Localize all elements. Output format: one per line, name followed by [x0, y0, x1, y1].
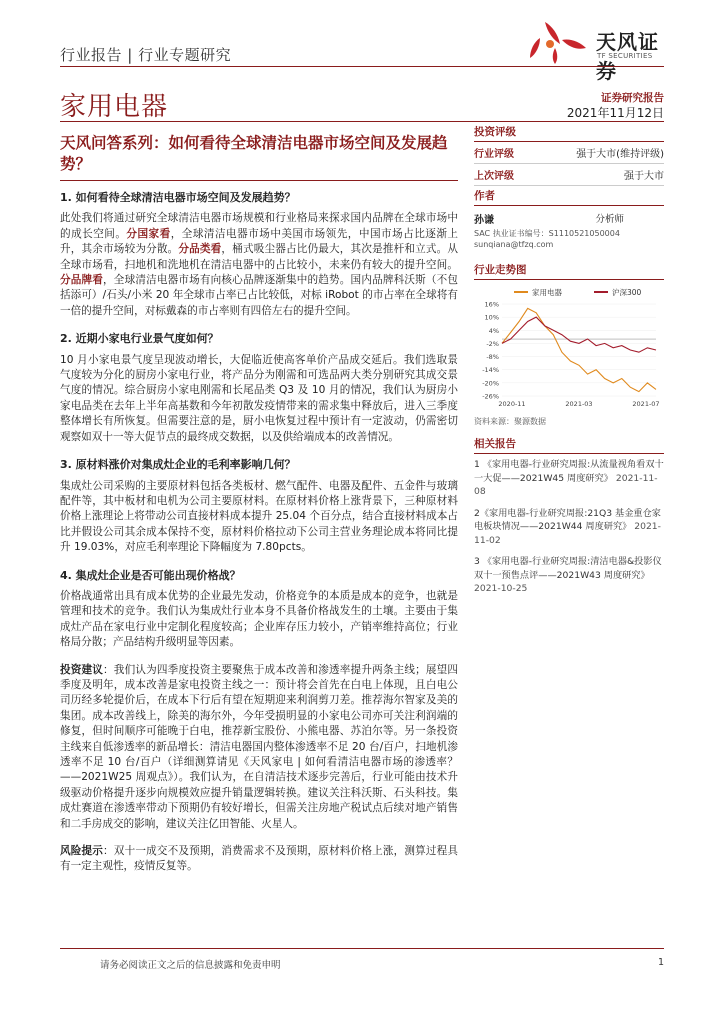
date-divider [60, 121, 664, 122]
trend-chart [474, 284, 664, 414]
y-tick-label: -26% [482, 392, 499, 401]
text-run: 10 月小家电景气度呈现波动增长，大促临近使高客单价产品成交延后。我们选取景气度较为分化的厨房小家电行业，将产品分为刚需和可选品两大类分别研究其成交景气度的情况。综合厨房小家电刚需和长尾品类 Q3 及 10 月的情况，我们认为厨房小家电品类在去年上半年高基数和今年初散发疫情带来的需求集中释放后，进入三季度整体增长有所恢复。但需要注意的是，厨小电恢复过程中预计有一定波动，仍需密切观察如双十一等大促节点的最终成交数据，以及供给端成本的改善情况。 [60, 353, 458, 443]
author-sac: SAC 执业证书编号：S1110521050004 [474, 229, 620, 238]
text-run: ，桶式吸尘器占比仍最大，其次是推杆和立式。从全球市场看，扫地机和洗地机在清洁电器中的占比较小，未来仍有较大的提升空间。 [60, 243, 459, 271]
related-box [474, 436, 664, 604]
legend-label: 家用电器 [532, 288, 562, 297]
rating-row [474, 142, 664, 164]
chart-source: 资料来源：聚源数据 [474, 417, 546, 426]
bold-run: 投资建议 [60, 663, 104, 676]
y-tick-label: -14% [482, 366, 499, 375]
section-paragraph [60, 353, 458, 445]
title-divider [60, 180, 458, 181]
report-kind: 证券研究报告 [601, 92, 664, 104]
author-title: 作者 [474, 188, 664, 206]
x-tick-label: 2021-07 [632, 400, 660, 408]
series-line [502, 317, 656, 352]
related-report-date: 2021-10-25 [474, 583, 528, 594]
industry-name: 家用电器 [60, 92, 169, 122]
section-paragraph [60, 589, 458, 651]
text-run: 此处我们将通过研究全球清洁电器市场规模和行业格局来探求国内品牌在全球市场中的成长空间。 [60, 212, 458, 240]
bold-run: 分品类看 [178, 243, 222, 256]
author-name: 孙谦 [474, 215, 494, 226]
bold-run: 分国家看 [126, 227, 171, 240]
rating-row [474, 164, 664, 186]
text-run: 价格战通常出具有成本优势的企业最先发动，价格竞争的本质是成本的竞争，也就是管理和技术的竞争。我们认为集成灶行业本身不具备价格战发生的土壤。主要由于集成灶产品在家电行业中定制化程度较高；企业库存压力较小，产销率维持高位；行业格局分散；产品结构升级明显等因素。 [60, 589, 458, 649]
related-report-item[interactable] [474, 458, 664, 499]
related-report-item[interactable] [474, 507, 664, 548]
trend-box [474, 262, 664, 427]
y-tick-label: 10% [484, 313, 499, 322]
text-run: ：双十一成交不及预期，消费需求不及预期，原材料价格上涨，测算过程具有一定主观性，疫情反复等。 [60, 845, 458, 873]
y-tick-label: -2% [486, 339, 499, 348]
author-box [474, 188, 664, 249]
x-tick-label: 2021-03 [565, 400, 593, 408]
main-body [60, 190, 458, 887]
related-report-text: 2《家用电器-行业研究周报:21Q3 基金重仓家电板块情况——2021W44 周度研究》 [474, 507, 661, 532]
y-tick-label: 4% [488, 326, 499, 335]
rating-title: 投资评级 [474, 124, 664, 142]
section-heading: 1. 如何看待全球清洁电器市场空间及发展趋势？ [60, 191, 296, 204]
author-role: 分析师 [595, 214, 624, 225]
related-report-text: 1 《家用电器-行业研究周报:从流量视角看双十一大促——2021W45 周度研究》 [474, 459, 664, 484]
legend-label: 沪深300 [612, 288, 642, 297]
related-report-date: 2021-11-08 [474, 472, 658, 497]
section-paragraph [60, 663, 458, 832]
footer-disclaimer: 请务必阅读正文之后的信息披露和免责申明 [100, 960, 281, 971]
y-tick-label: 16% [484, 300, 499, 309]
section-heading: 2. 近期小家电行业景气度如何？ [60, 332, 219, 346]
header-divider [60, 66, 664, 67]
text-run: ：我们认为四季度投资主要聚焦于成本改善和渗透率提升两条主线；展望四季度及明年，成本改善是家电投资主线之一：预计将会首先在白电上体现，且白电公司历经多轮提价后，在成本下行后有望在短期迎来利润剪刀差。推荐海尔智家及美的集团。成本改善线上，除美的海尔外，今年受损明显的小家电公司亦可关注利润端的修复，但时间顺序可能晚于白电，推荐新宝股份、小熊电器、苏泊尔等。另一条投资主线来自低渗透率的新品增长：清洁电器国内整体渗透率不足 20 台/百户，扫地机渗透率不足 10 台/百户（详细测算请见《天风家电 | 如何看清洁电器市场的渗透率？——2021W25 周观点》）。我们认为，在自清洁技术逐步完善后，行业可能由技术升级驱动价格提升逐步向规模效应提升销量逻辑转换。建议关注科沃斯、石头科技。集成灶赛道在渗透率带动下预期仍有较好增长，但需关注房地产税试点后续对地产销售和二手房成交的影响，建议关注亿田智能、火星人。 [60, 663, 458, 830]
section-paragraph [60, 844, 458, 875]
trend-title: 行业走势图 [474, 262, 664, 280]
rating-value: 强于大市(维持评级) [576, 149, 664, 160]
text-run: ，全球清洁电器市场有向核心品牌逐渐集中的趋势。国内品牌科沃斯（不包括添可）/石头/小米 20 年全球市占率已占比较低，对标 iRobot 的市占率在全球将有一倍的提升空间，对标戴森的市占率则有四倍左右的提升空间。 [60, 274, 458, 317]
y-tick-label: -8% [486, 353, 499, 362]
related-title: 相关报告 [474, 436, 664, 454]
rating-box [474, 124, 664, 186]
related-report-text: 3 《家用电器-行业研究周报:清洁电器&投影仪双十一预售点评——2021W43 周度研究》 [474, 556, 662, 581]
related-report-item[interactable] [474, 555, 664, 596]
page-number: 1 [657, 957, 664, 968]
report-type: 行业报告 | 行业专题研究 [60, 46, 232, 64]
section-heading: 4. 集成灶企业是否可能出现价格战？ [60, 568, 241, 582]
footer-divider [60, 948, 664, 949]
text-run: ，全球清洁电器市场中美国市场领先，中国市场占比逐渐上升，其余市场较为分散。 [60, 227, 459, 256]
rating-value: 强于大市 [624, 171, 664, 182]
report-date: 2021年11月12日 [566, 106, 664, 120]
logo-text: 天风证券 [596, 30, 659, 83]
company-logo [500, 18, 670, 83]
report-title: 天风问答系列：如何看待全球清洁电器市场空间及发展趋势？ [60, 134, 448, 173]
section-heading: 3. 原材料涨价对集成灶企业的毛利率影响几何？ [60, 458, 296, 472]
rating-label: 上次评级 [474, 171, 514, 182]
logo-text-en: TF SECURITIES [597, 52, 653, 60]
x-tick-label: 2020-11 [498, 400, 526, 408]
section-paragraph [60, 479, 458, 556]
related-report-date: 2021-11-02 [474, 521, 661, 546]
rating-label: 行业评级 [474, 149, 514, 160]
text-run: 集成灶公司采购的主要原材料包括各类板材、燃气配件、电器及配件、五金件与玻璃配件等，其中板材和电机为公司主要原材料。在原材料价格上涨背景下，三种原材料价格上涨理论上将带动公司直接材料成本提升 25.04 个百分点，结合直接材料成本占比并假设公司其余成本保持不变，原材料价格拉动下公司主营业务理论成本将同比提升 19.03%，对应毛利率理论下降幅度为 7.80pcts。 [60, 479, 458, 554]
series-line [502, 308, 656, 391]
bold-run: 风险提示 [60, 845, 104, 858]
author-email[interactable]: sunqiana@tfzq.com [474, 240, 554, 249]
section-paragraph [60, 211, 458, 319]
logo-mark-icon [500, 18, 590, 66]
bold-run: 分品牌看 [60, 274, 104, 287]
y-tick-label: -20% [482, 379, 499, 388]
